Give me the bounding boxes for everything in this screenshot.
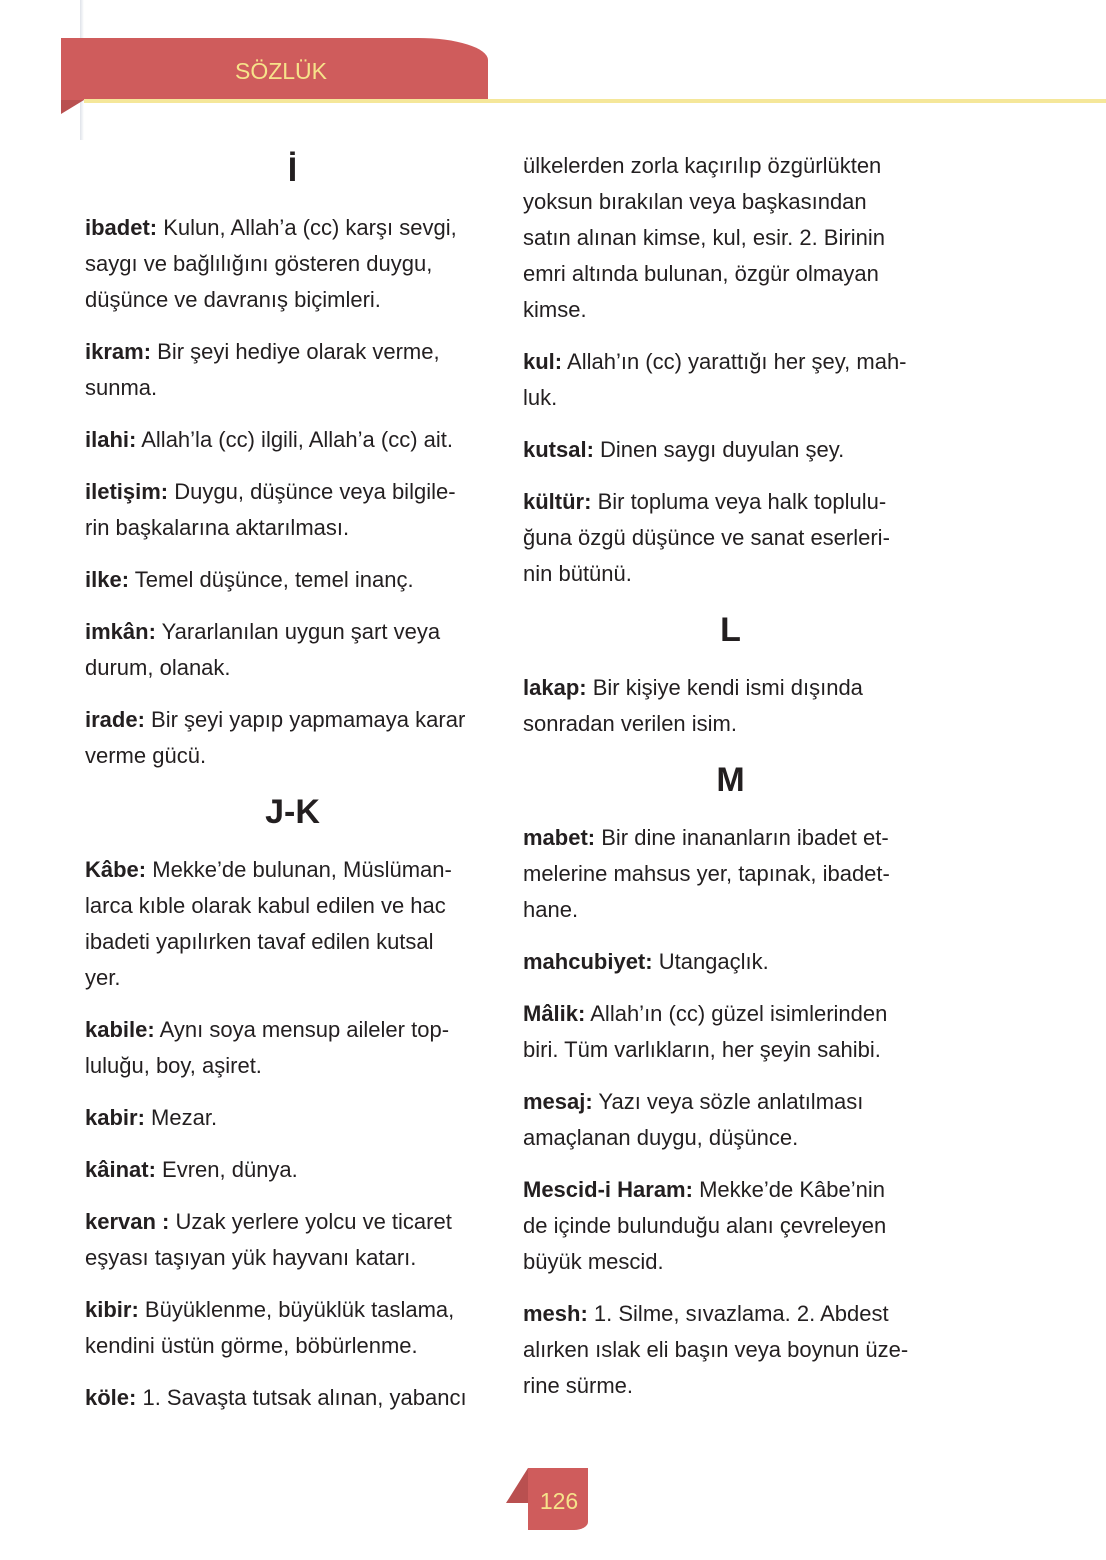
glossary-entry xyxy=(523,944,953,980)
glossary-entry xyxy=(85,334,515,406)
entry-term: mesaj: xyxy=(523,1089,593,1114)
right-column xyxy=(523,148,953,1420)
glossary-entry xyxy=(85,1204,515,1276)
entry-definition: Allah’ın (cc) güzel isimlerinden biri. Tüm varlıkların, her şeyin sahibi. xyxy=(523,1001,888,1062)
entry-definition: Mekke’de Kâbe’nin de içinde bulunduğu alanı çevreleyen büyük mescid. xyxy=(523,1177,887,1274)
entry-definition: Utangaçlık. xyxy=(652,949,769,974)
page-number: 126 xyxy=(539,1488,579,1514)
letter-heading: L xyxy=(720,611,741,649)
entry-definition: Bir topluma veya halk toplulu- ğuna özgü düşünce ve sanat eserleri- nin bütünü. xyxy=(523,489,890,586)
glossary-entry xyxy=(523,670,953,742)
entry-definition: Bir şeyi hediye olarak verme, sunma. xyxy=(85,339,440,400)
entry-definition: ülkelerden zorla kaçırılıp özgürlükten yoksun bırakılan veya başkasından satın alınan kimse, kul, esir. 2. Birinin emri altında bulunan, özgür olmayan kimse. xyxy=(523,153,885,322)
glossary-entry xyxy=(85,1100,515,1136)
entry-definition: Temel düşünce, temel inanç. xyxy=(129,567,414,592)
page-number-tab xyxy=(528,1468,588,1530)
letter-heading: J-K xyxy=(265,793,320,831)
glossary-entry xyxy=(523,344,953,416)
glossary-entry xyxy=(523,484,953,592)
left-column xyxy=(85,148,515,1432)
entry-definition: Mezar. xyxy=(144,1105,218,1130)
entry-definition: 1. Savaşta tutsak alınan, yabancı xyxy=(136,1385,467,1410)
entry-term: mabet: xyxy=(523,825,596,850)
entry-definition: Allah’ın (cc) yarattığı her şey, mah- luk. xyxy=(523,349,907,410)
entry-definition: Büyüklenme, büyüklük taslama, kendini üstün görme, böbürlenme. xyxy=(85,1297,455,1358)
entry-term: kervan : xyxy=(85,1209,170,1234)
entry-term: Mescid-i Haram: xyxy=(523,1177,693,1202)
entry-definition: Yazı veya sözle anlatılması amaçlanan duygu, düşünce. xyxy=(523,1089,864,1150)
letter-heading: İ xyxy=(287,151,298,189)
glossary-entry xyxy=(523,820,953,928)
entry-term: kutsal: xyxy=(523,437,594,462)
glossary-entry xyxy=(85,1012,515,1084)
entry-definition: Mekke’de bulunan, Müslüman- larca kıble olarak kabul edilen ve hac ibadeti yapılırken tavaf edilen kutsal yer. xyxy=(85,857,452,990)
glossary-entry xyxy=(85,1292,515,1364)
entry-definition: Duygu, düşünce veya bilgile- rin başkalarına aktarılması. xyxy=(85,479,456,540)
entry-term: lakap: xyxy=(523,675,587,700)
entry-definition: Aynı soya mensup aileler top- luluğu, boy, aşiret. xyxy=(85,1017,450,1078)
glossary-entry xyxy=(523,148,953,328)
entry-definition: Bir şeyi yapıp yapmamaya karar verme gücü. xyxy=(85,707,466,768)
entry-term: kabir: xyxy=(85,1105,145,1130)
glossary-entry xyxy=(85,1380,515,1416)
tab-fold xyxy=(61,100,84,114)
entry-term: Kâbe: xyxy=(85,857,147,882)
page-number-fold xyxy=(506,1468,528,1503)
entry-term: ikram: xyxy=(85,339,152,364)
glossary-entry xyxy=(85,562,515,598)
letter-heading: M xyxy=(716,761,745,799)
entry-term: kâinat: xyxy=(85,1157,156,1182)
entry-term: Mâlik: xyxy=(523,1001,586,1026)
glossary-entry xyxy=(523,1296,953,1404)
entry-definition: Yararlanılan uygun şart veya durum, olanak. xyxy=(85,619,441,680)
entry-term: kabile: xyxy=(85,1017,155,1042)
glossary-entry xyxy=(523,996,953,1068)
entry-term: kul: xyxy=(523,349,563,374)
section-tab xyxy=(61,38,488,100)
glossary-entry xyxy=(85,1152,515,1188)
entry-term: mesh: xyxy=(523,1301,588,1326)
header-rule xyxy=(84,99,1106,103)
entry-definition: Dinen saygı duyulan şey. xyxy=(593,437,845,462)
entry-term: ilke: xyxy=(85,567,130,592)
entry-term: kültür: xyxy=(523,489,592,514)
entry-definition: Kulun, Allah’a (cc) karşı sevgi, saygı ve bağlılığını gösteren duygu, düşünce ve davranış biçimleri. xyxy=(85,215,457,312)
entry-definition: Allah’la (cc) ilgili, Allah’a (cc) ait. xyxy=(136,427,454,452)
glossary-entry xyxy=(85,852,515,996)
entry-term: imkân: xyxy=(85,619,156,644)
entry-term: mahcubiyet: xyxy=(523,949,653,974)
entry-term: köle: xyxy=(85,1385,137,1410)
glossary-entry xyxy=(523,1172,953,1280)
glossary-entry xyxy=(85,702,515,774)
entry-term: kibir: xyxy=(85,1297,139,1322)
glossary-entry xyxy=(523,432,953,468)
entry-definition: Bir dine inananların ibadet et- melerine mahsus yer, tapınak, ibadet- hane. xyxy=(523,825,890,922)
entry-term: irade: xyxy=(85,707,145,732)
glossary-entry xyxy=(85,614,515,686)
glossary-entry xyxy=(85,210,515,318)
entry-term: ilahi: xyxy=(85,427,137,452)
entry-term: iletişim: xyxy=(85,479,169,504)
glossary-entry xyxy=(85,474,515,546)
glossary-entry xyxy=(523,1084,953,1156)
entry-definition: Bir kişiye kendi ismi dışında sonradan verilen isim. xyxy=(523,675,863,736)
section-title: SÖZLÜK xyxy=(234,58,328,84)
entry-definition: 1. Silme, sıvazlama. 2. Abdest alırken ıslak eli başın veya boynun üze- rine sürme. xyxy=(523,1301,909,1398)
entry-term: ibadet: xyxy=(85,215,158,240)
entry-definition: Uzak yerlere yolcu ve ticaret eşyası taşıyan yük hayvanı katarı. xyxy=(85,1209,452,1270)
glossary-entry xyxy=(85,422,515,458)
entry-definition: Evren, dünya. xyxy=(155,1157,298,1182)
